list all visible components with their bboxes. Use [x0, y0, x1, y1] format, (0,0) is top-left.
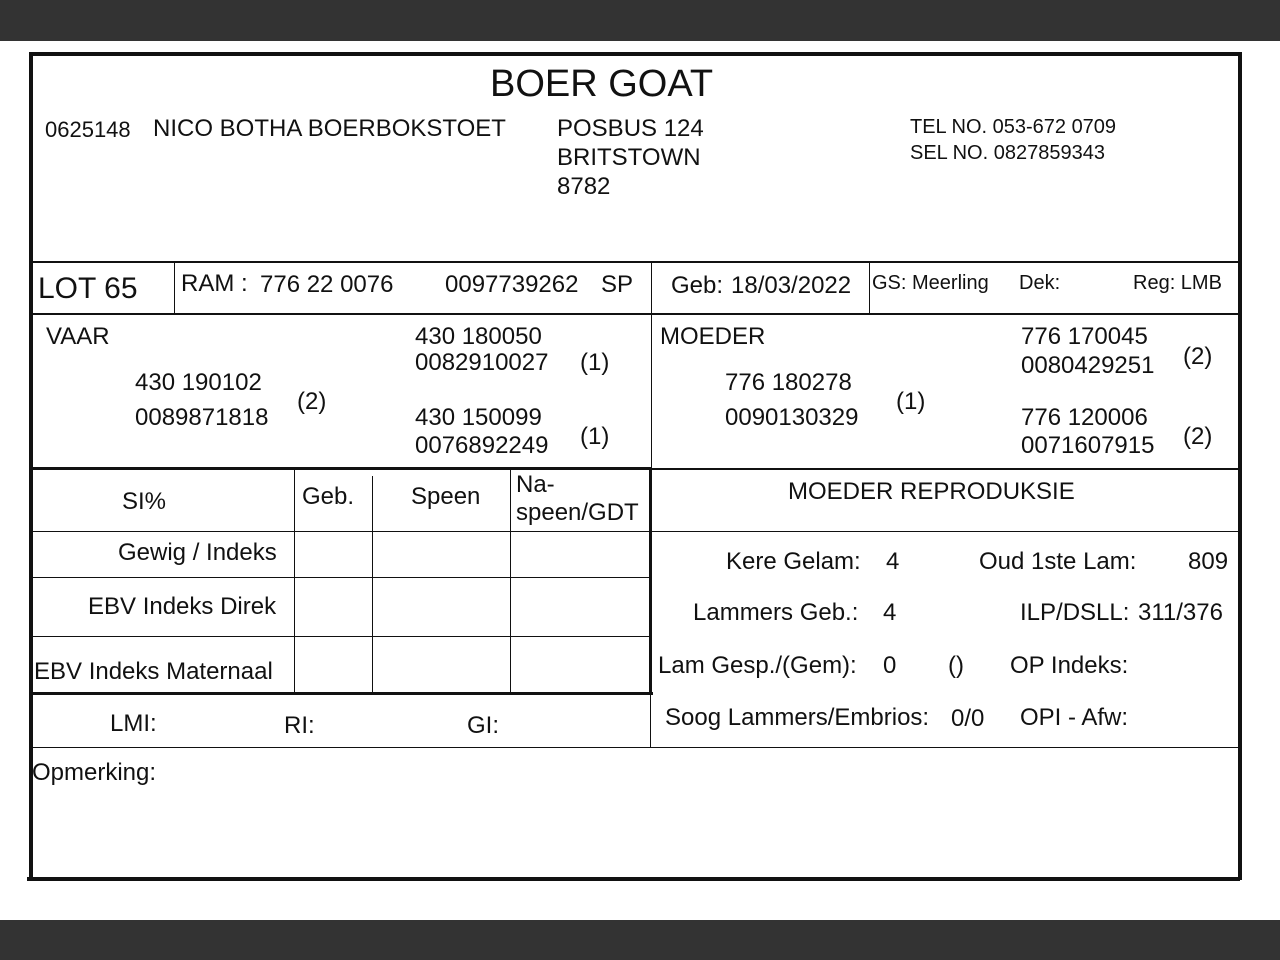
reg-value: Reg: LMB: [1133, 272, 1222, 294]
kere-gelam-value: 4: [886, 548, 900, 575]
rule-lot: [31, 313, 1240, 315]
dam-code: (1): [896, 388, 926, 415]
rule-si-header: [31, 531, 1240, 532]
vline-ram-geb: [651, 262, 652, 314]
sire-dam-number: 430 150099: [415, 404, 542, 431]
si-col-naspeen-line1: Na-: [516, 471, 555, 498]
breeder-name: NICO BOTHA BOERBOKSTOET: [153, 115, 506, 142]
page-title: BOER GOAT: [490, 63, 714, 105]
vline-lot: [174, 262, 175, 314]
vline-indices-right: [650, 694, 651, 748]
lammers-value: 4: [883, 599, 897, 626]
sire-dam-id: 0076892249: [415, 432, 549, 459]
ram-suffix: SP: [601, 271, 634, 298]
sire-sire-code: (1): [580, 349, 610, 376]
geb-label: Geb:: [671, 272, 724, 299]
vline-geb-gs: [869, 262, 870, 314]
vline-si-col2: [372, 476, 373, 693]
gs-value: GS: Meerling: [872, 272, 989, 294]
lam-gesp-value: 0: [883, 652, 897, 679]
lammers-label: Lammers Geb.:: [693, 599, 859, 626]
address-line3: 8782: [557, 173, 611, 200]
dam-sire-id: 0080429251: [1021, 352, 1155, 379]
kere-gelam-label: Kere Gelam:: [726, 548, 861, 575]
sire-code: (2): [297, 388, 327, 415]
lam-gesp-label: Lam Gesp./(Gem):: [658, 652, 857, 679]
moeder-label: MOEDER: [660, 323, 766, 350]
breeder-id: 0625148: [45, 117, 131, 142]
dam-sire-code: (2): [1183, 343, 1213, 370]
sire-id: 0089871818: [135, 404, 269, 431]
dam-number: 776 180278: [725, 369, 852, 396]
sel-number: SEL NO. 0827859343: [910, 142, 1105, 164]
vline-pedigree-mid: [651, 314, 652, 468]
rule-si-row1: [31, 577, 651, 578]
opi-afw-label: OPI - Afw:: [1020, 704, 1129, 731]
soog-value: 0/0: [951, 705, 985, 732]
si-col-geb: Geb.: [302, 483, 355, 510]
lmi-label: LMI:: [110, 710, 157, 737]
si-col-naspeen-line2: speen/GDT: [516, 499, 639, 526]
ilp-label: ILP/DSLL:: [1020, 599, 1130, 626]
soog-label: Soog Lammers/Embrios:: [665, 704, 930, 731]
sire-sire-id: 0082910027: [415, 349, 549, 376]
dam-dam-code: (2): [1183, 423, 1213, 450]
ilp-value: 311/376: [1138, 599, 1223, 626]
rule-pedigree-right: [651, 468, 1240, 470]
op-indeks-label: OP Indeks:: [1010, 652, 1129, 679]
si-row-ebv-maternaal: EBV Indeks Maternaal: [34, 658, 273, 685]
si-row-gewig: Gewig / Indeks: [118, 539, 277, 566]
gi-label: GI:: [467, 712, 500, 739]
border-top: [29, 52, 1242, 56]
ram-label: RAM :: [181, 270, 248, 297]
border-right: [1238, 52, 1242, 880]
oud-value: 809: [1188, 548, 1229, 575]
rule-header: [31, 261, 1240, 263]
vline-si-right: [649, 468, 652, 695]
sire-sire-number: 430 180050: [415, 323, 542, 350]
lot-label: LOT 65: [38, 272, 138, 305]
si-row-ebv-direk: EBV Indeks Direk: [88, 593, 277, 620]
address-line1: POSBUS 124: [557, 115, 704, 142]
reproduction-title: MOEDER REPRODUKSIE: [788, 478, 1075, 505]
border-bottom: [27, 877, 1240, 881]
rule-si-row2: [31, 636, 651, 637]
lam-gesp-paren: (): [948, 652, 964, 679]
vline-si-col3: [510, 470, 511, 693]
dam-dam-id: 0071607915: [1021, 432, 1155, 459]
rule-pedigree-left: [31, 467, 651, 470]
rule-si-bottom: [31, 692, 653, 695]
vaar-label: VAAR: [46, 323, 110, 350]
sire-dam-code: (1): [580, 423, 610, 450]
dek-label: Dek:: [1019, 272, 1061, 294]
remarks-label: Opmerking:: [32, 759, 157, 786]
tel-number: TEL NO. 053-672 0709: [910, 116, 1117, 138]
oud-label: Oud 1ste Lam:: [979, 548, 1137, 575]
ram-id: 0097739262: [445, 271, 579, 298]
geb-date: 18/03/2022: [731, 272, 852, 299]
si-corner-label: SI%: [122, 488, 167, 515]
sire-number: 430 190102: [135, 369, 262, 396]
border-left: [29, 52, 33, 880]
rule-indices: [31, 747, 1240, 748]
dam-id: 0090130329: [725, 404, 859, 431]
vline-si-col1: [294, 470, 295, 693]
address-line2: BRITSTOWN: [557, 144, 701, 171]
dam-sire-number: 776 170045: [1021, 323, 1148, 350]
dam-dam-number: 776 120006: [1021, 404, 1148, 431]
si-col-speen: Speen: [411, 483, 481, 510]
ram-number: 776 22 0076: [260, 271, 394, 298]
ri-label: RI:: [284, 712, 315, 739]
